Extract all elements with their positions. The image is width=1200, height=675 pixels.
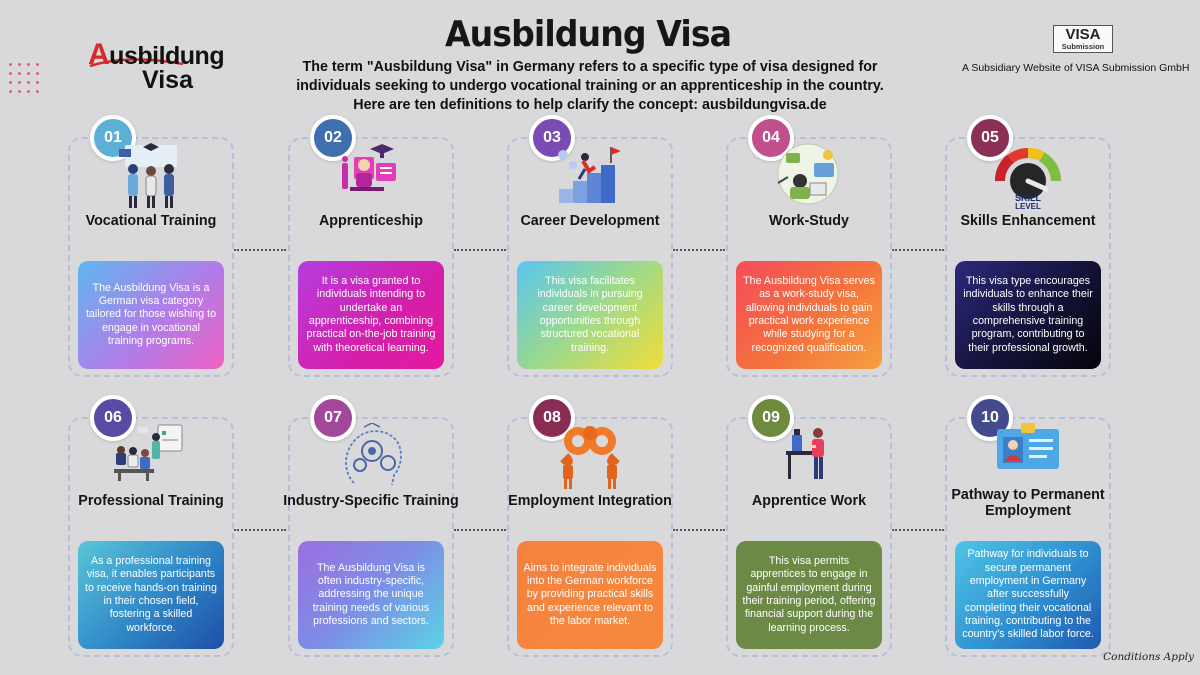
card-title: Industry-Specific Training (283, 493, 459, 509)
card-description: The Ausbildung Visa is often industry-specific, addressing the unique training needs of various professions and sectors. (298, 541, 444, 649)
conditions-note: Conditions Apply (1103, 651, 1194, 663)
number-badge: 04 (748, 115, 794, 161)
number-badge: 02 (310, 115, 356, 161)
card-description: As a professional training visa, it enables participants to receive hands-on training in their chosen field, fostering a skilled workforce. (78, 541, 224, 649)
skill-level-gauge-icon (992, 143, 1064, 214)
number-badge: 05 (967, 115, 1013, 161)
page-title: Ausbildung Visa (444, 14, 732, 55)
number-badge: 01 (90, 115, 136, 161)
svg-text:SKILL: SKILL (1015, 193, 1041, 203)
graduate-study-icon (340, 143, 402, 200)
brand-logo-top: VISA (1065, 26, 1101, 43)
card-description: The Ausbildung Visa is a German visa category tailored for those wishing to engage in vocational training programs. (78, 261, 224, 369)
number-badge: 03 (529, 115, 575, 161)
card-description: This visa facilitates individuals in pursuing career development opportunities through structured vocational training. (517, 261, 663, 369)
presentation-icon (112, 423, 190, 488)
gears-people-icon (552, 423, 628, 494)
decorative-dots (6, 60, 42, 96)
connector-line (673, 529, 725, 531)
subsidiary-text: A Subsidiary Website of VISA Submission GmbH (962, 62, 1190, 74)
card-description: This visa permits apprentices to engage in gainful employment during their training period, offering financial support during the learning process. (736, 541, 882, 649)
card-description: This visa type encourages individuals to enhance their skills through a comprehensive training program, contributing to their professional growth. (955, 261, 1101, 369)
career-stairs-icon (555, 143, 625, 210)
number-badge: 07 (310, 395, 356, 441)
svg-text:LEVEL: LEVEL (1015, 202, 1041, 209)
workbench-icon (776, 423, 842, 490)
connector-line (234, 249, 286, 251)
connector-line (234, 529, 286, 531)
work-study-icon (774, 143, 844, 210)
logo-line1: usbildung (109, 42, 225, 70)
number-badge: 09 (748, 395, 794, 441)
number-badge: 06 (90, 395, 136, 441)
card-title: Apprentice Work (751, 493, 867, 509)
brand-logo-sub: Submission (1061, 42, 1105, 51)
intro-text: The term "Ausbildung Visa" in Germany refers to a specific type of visa designed for individuals seeking to undergo vocational training or an apprenticeship in the country. Here are ten definitions to help clarify the concept: ausbildungvisa.de (296, 59, 884, 113)
card-description: The Ausbildung Visa serves as a work-study visa, allowing individuals to gain practical work experience while studying for a recognized qualification. (736, 261, 882, 369)
card-title: Apprenticeship (318, 213, 424, 229)
id-card-icon (995, 423, 1061, 476)
card-description: It is a visa granted to individuals intending to undertake an apprenticeship, combining practical on-the-job training with theoretical learning. (298, 261, 444, 369)
connector-line (892, 249, 944, 251)
logo-letter-a: A (88, 38, 110, 71)
connector-line (892, 529, 944, 531)
card-title: Vocational Training (85, 213, 217, 229)
logo-line2: Visa (142, 66, 193, 94)
card-title: Pathway to Permanent Employment (951, 487, 1105, 519)
visa-submission-logo[interactable] (1053, 25, 1113, 53)
card-title: Work-Study (769, 213, 849, 229)
number-badge: 10 (967, 395, 1013, 441)
card-title: Career Development (520, 213, 660, 229)
card-description: Pathway for individuals to secure permanent employment in Germany after successfully completing their vocational training, contributing to the country's skilled labor force. (955, 541, 1101, 649)
card-description: Aims to integrate individuals into the German workforce by providing practical skills and experience relevant to the labor market. (517, 541, 663, 649)
teachers-icon (111, 143, 191, 214)
number-badge: 08 (529, 395, 575, 441)
head-gears-icon (334, 423, 408, 494)
card-title: Skills Enhancement (960, 213, 1096, 229)
card-title: Professional Training (78, 493, 224, 509)
card-title: Employment Integration (508, 493, 672, 509)
connector-line (454, 529, 506, 531)
connector-line (454, 249, 506, 251)
connector-line (673, 249, 725, 251)
